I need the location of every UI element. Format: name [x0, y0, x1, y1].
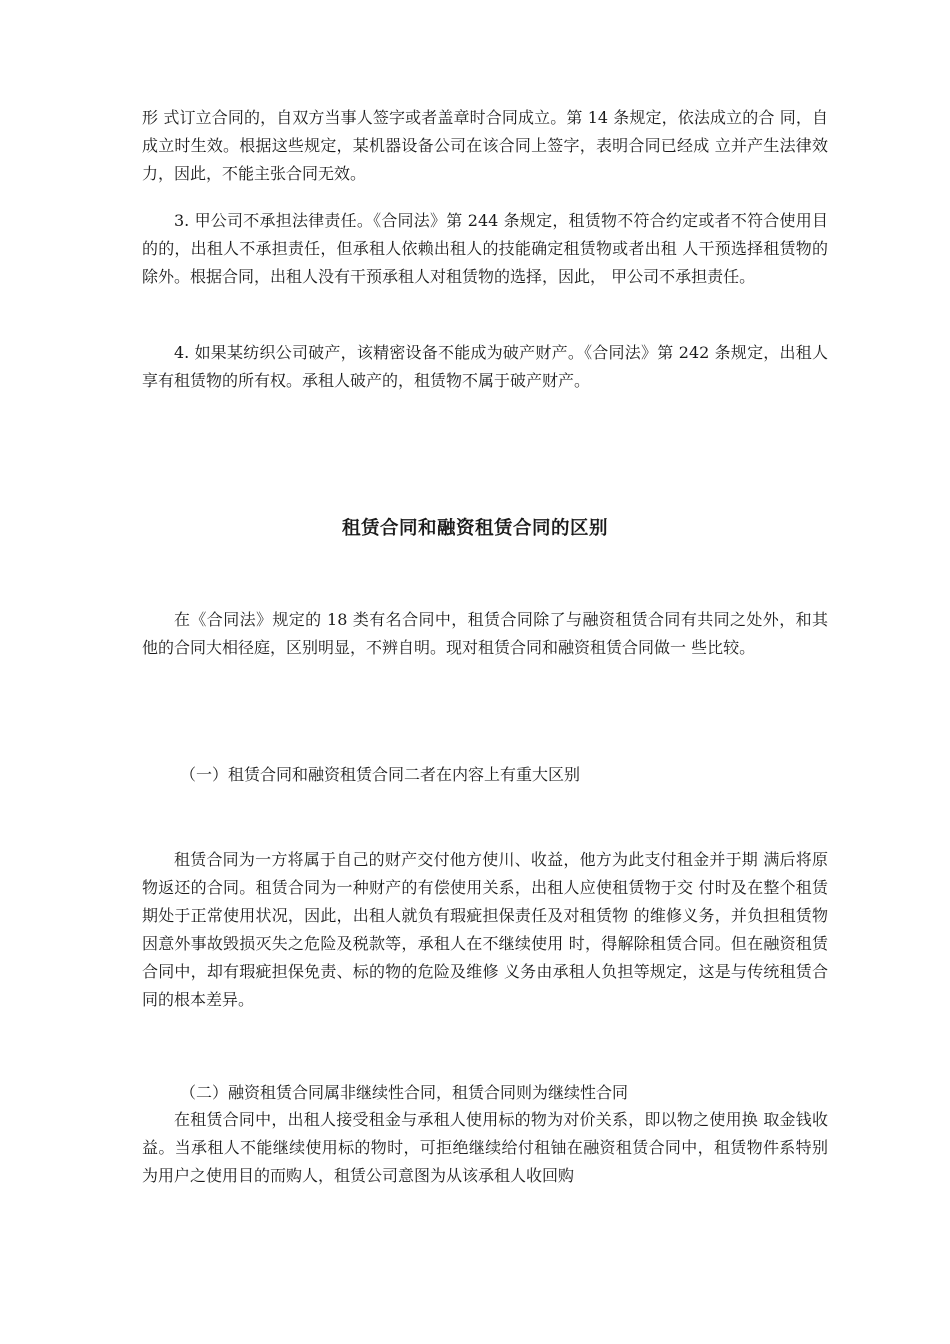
paragraph-lease-contract: 租赁合同为一方将属于自己的财产交付他方使川、收益，他方为此支付租金并于期 满后将原物返还的合同。租赁合同为一种财产的有偿使用关系，出租人应使租赁物于交 付时及在整个租赁期处于正常使用状况，因此，出租人就负有瑕疵担保责任及对租赁物 的维修义务，并负担租赁物因意外事故毁损灭失之危险及税款等，承租人在不继续使用 时，得解除租赁合同。但在融资租赁合同中，却有瑕疵担保免责、标的物的危险及维修 义务由承租人负担等规定，这是与传统租赁合同的根本差异。 [142, 850, 828, 1009]
section-title: 租赁合同和融资租赁合同的区别 [341, 518, 608, 539]
paragraph-liability: 3. 甲公司不承担法律责任。《合同法》第 244 条规定，租赁物不符合约定或者不符合使用目的的，出租人不承担责任，但承租人依赖出租人的技能确定租赁物或者出租 人干预选择租赁物的除外。根据合同，出租人没有干预承租人对租赁物的选择，因此， 甲公司不承担责任。 [142, 211, 828, 286]
paragraph-contract-formation: 形 式订立合同的，自双方当事人签字或者盖章时合同成立。第 14 条规定，依法成立的合 同，自成立时生效。根据这些规定，某机器设备公司在该合同上签字，表明合同已经成 立并产生法律效力，因此，不能主张合同无效。 [142, 108, 828, 183]
paragraph-bankruptcy: 4. 如果某纺织公司破产，该精密设备不能成为破产财产。《合同法》第 242 条规定，出租人享有租赁物的所有权。承租人破产的，租赁物不属于破产财产。 [142, 343, 828, 390]
paragraph-intro: 在《合同法》规定的 18 类有名合同中，租赁合同除了与融资租赁合同有共同之处外，和其他的合同大相径庭，区别明显，不辨自明。现对租赁合同和融资租赁合同做一 些比较。 [142, 610, 828, 657]
paragraph-continuity: 在租赁合同中，出租人接受租金与承租人使用标的物为对价关系，即以物之使用换 取金钱收益。当承租人不能继续使用标的物时，可拒绝继续给付租铀在融资租赁合同中，租赁物件系特别为用户之使用目的而购人，租赁公司意图为从该承租人收回购 [142, 1110, 828, 1185]
subheading-continuity: （二）融资租赁合同属非继续性合同，租赁合同则为继续性合同 [180, 1083, 629, 1102]
subheading-content-difference: （一）租赁合同和融资租赁合同二者在内容上有重大区别 [180, 765, 581, 784]
